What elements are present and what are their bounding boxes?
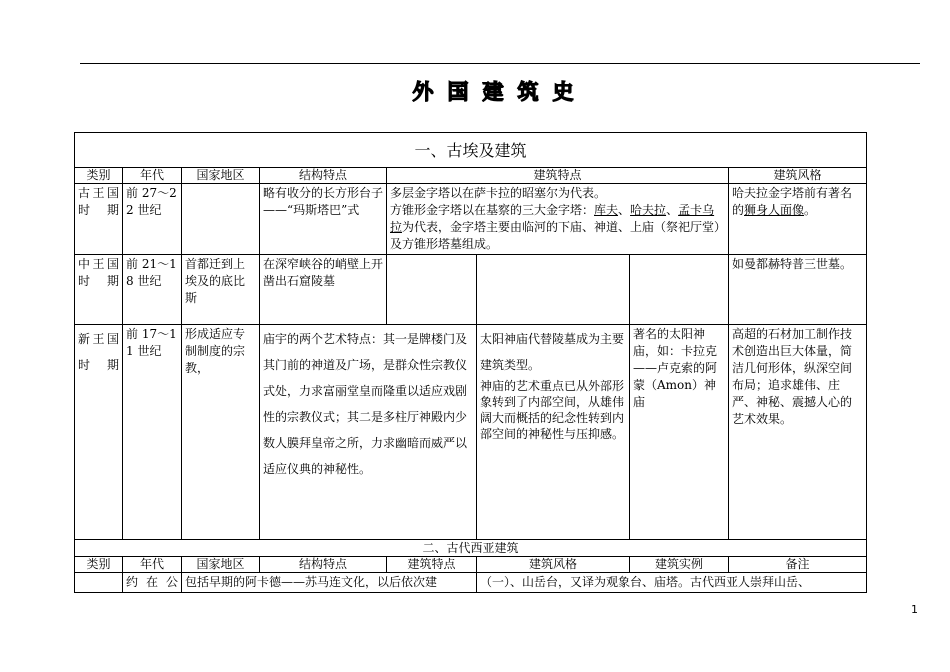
page-number: 1 [911,603,918,616]
category-cell: 古王国时期 [75,184,123,255]
style-cell [729,184,867,255]
table-row [75,255,867,325]
separator: 、 [618,203,631,217]
structure-cell: 略有收分的长方形台子——“玛斯塔巴”式 [260,184,387,255]
description-cell: （一）、山岳台，又译为观象台、庙塔。古代西亚人崇拜山岳、 [477,573,867,593]
region-cell: 首都迁到上埃及的底比斯 [182,255,260,325]
region-structure-cell: 包括早期的阿卡德——苏马连文化，以后依次建 [182,573,477,593]
empty-cell [387,255,477,325]
structure-cell: 在深窄峡谷的峭壁上开凿出石窟陵墓 [260,255,387,325]
architecture-text: 为代表，金字塔主要由临河的下庙、神道、上庙（祭祀厅堂）及方锥形塔墓组成。 [390,220,721,251]
architecture-cell [387,184,729,255]
header-structure: 结构特点 [260,557,387,573]
era-cell: 约在公 [123,573,182,593]
table-header-row [75,557,867,573]
category-cell: 新王国时期 [75,325,123,540]
pyramid-name: 孟卡乌拉 [390,203,715,234]
pyramid-name: 哈夫拉 [630,203,667,217]
era-cell: 前 17～11 世纪 [123,325,182,540]
document-title: 外国建筑史 [412,80,588,104]
architecture-text: 太阳神庙代替陵墓成为主要建筑类型。 [480,332,625,372]
empty-cell [630,255,729,325]
region-cell [182,184,260,255]
structure-cell: 庙宇的两个艺术特点：其一是牌楼门及其门前的神道及广场，是群众性宗教仪式处，力求富丽堂皇而隆重以适应戏剧性的宗教仪式；其二是多柱厅神殿内少数人膜拜皇帝之所，力求幽暗而威严以适应仪典的神秘性。 [260,325,477,540]
era-cell: 前 27～22 世纪 [123,184,182,255]
header-notes: 备注 [729,557,867,573]
style-cell: 高超的石材加工制作技术创造出巨大体量，简洁几何形体，纵深空间布局；追求雄伟、庄严、神秘、震撼人心的艺术效果。 [729,325,867,540]
section-title-egypt: 一、古埃及建筑 [75,133,867,168]
architecture-text: 方锥形金字塔以在基察的三大金字塔： [390,203,595,217]
table-row [75,573,867,593]
example-cell: 著名的太阳神庙，如：卡拉克——卢克索的阿蒙（Amon）神庙 [630,325,729,540]
header-rule [80,63,920,64]
header-era: 年代 [123,557,182,573]
header-style: 建筑风格 [729,168,867,184]
header-architecture: 建筑特点 [387,168,729,184]
style-text: 。 [804,203,817,217]
style-text: 哈夫拉金字塔前有著名的 [732,186,853,217]
era-cell: 前 21～18 世纪 [123,255,182,325]
architecture-history-table [74,132,867,593]
architecture-text: 多层金字塔以在萨卡拉的昭塞尔为代表。 [390,186,607,200]
header-example: 建筑实例 [630,557,729,573]
architecture-cell [477,325,630,540]
region-cell: 形成适应专制制度的宗教， [182,325,260,540]
header-category: 类别 [75,168,123,184]
style-cell: 如曼都赫特普三世墓。 [729,255,867,325]
architecture-text: 神庙的艺术重点已从外部形象转到了内部空间，从雄伟阔大而概括的纪念性转到内部空间的神秘性与压抑感。 [480,379,625,441]
header-era: 年代 [123,168,182,184]
header-style: 建筑风格 [477,557,630,573]
header-region: 国家地区 [182,168,260,184]
category-cell [75,573,123,593]
category-cell: 中王国时期 [75,255,123,325]
table-row [75,184,867,255]
header-structure: 结构特点 [260,168,387,184]
pyramid-name: 库夫 [594,203,619,217]
header-region: 国家地区 [182,557,260,573]
header-architecture: 建筑特点 [387,557,477,573]
separator: 、 [666,203,679,217]
table-row [75,325,867,540]
table-header-row [75,168,867,184]
header-category: 类别 [75,557,123,573]
sphinx-name: 狮身人面像 [744,203,805,217]
section-title-west-asia: 二、古代西亚建筑 [75,540,867,557]
empty-cell [477,255,630,325]
